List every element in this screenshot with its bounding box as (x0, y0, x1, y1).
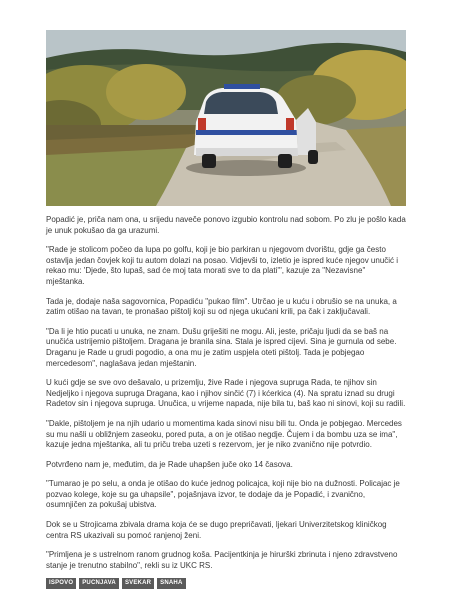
tag-ispovo[interactable]: ISPOVO (46, 578, 76, 589)
tag-snaha[interactable]: SNAHA (157, 578, 185, 589)
paragraph: "Dakle, pištoljem je na njih udario u momentima kada sinovi nisu bili tu. Onda je pobjegao. Mercedes su mu našli u obližnjem zaseoku, pored puta, a on je otišao negdje. Čujem i da bombu uza se ima", kazuje jedna mještanka, ali tu priču treba uzeti s rezervom, jer je niko zvanično nije potvrdio. (46, 418, 402, 450)
paragraph: "Tumarao je po selu, a onda je otišao do kuće jednog policajca, koji nije bio na dužnosti. Policajac je pozvao kolege, koje su ga uhapsile", pojašnjava izvor, te dodaje da je Popadić, i zvanično, osumnjičen za pokušaj ubistva. (46, 479, 400, 510)
paragraph: Popadić je, priča nam ona, u srijedu naveče ponovo izgubio kontrolu nad sobom. Po zlu je pošlo kada je unuk pokušao da ga urazumi. (46, 215, 406, 235)
paragraph: Tada je, dodaje naša sagovornica, Popadiću "pukao film". Utrčao je u kuću i obrušio se na unuka, a zatim otišao na tavan, te pronašao pištolj koji su od njega ukućani krili, pa čak i zaključavali. (46, 296, 397, 317)
paragraph: "Primljena je s ustrelnom ranom grudnog koša. Pacijentkinja je hirurški zbrinuta i njeno zdravstveno stanje je trenutno stabilno", rekli su iz UKC RS. (46, 550, 398, 570)
paragraph: "Rade je stolicom počeo da lupa po golfu, koji je bio parkiran u njegovom dvorištu, gdje ga često ostavlja jedan čovjek koji tu autom dolazi na posao. Vidjevši to, izletio je ispred kuće njegov unučić i rekao mu: 'Djede, što lupaš, sad će moj tata morati sve to da plati'", kazuje za "Nezavisne" mještanka. (46, 245, 399, 286)
tag-svekar[interactable]: SVEKAR (122, 578, 154, 589)
paragraph: Potvrđeno nam je, međutim, da je Rade uhapšen juče oko 14 časova. (46, 459, 293, 469)
paragraph: Dok se u Strojicama zbivala drama koja će se dugo prepričavati, ljekari Univerzitetskog kliničkog centra RS ukazivali su pomoć ranjenoj ženi. (46, 520, 387, 540)
police-car-photo (46, 30, 406, 206)
paragraph: "Da li je htio pucati u unuka, ne znam. Dušu griješiti ne mogu. Ali, jeste, pričaju ljudi da se baš na unučića ustrijemio pištoljem. Dragana je branila sina. Stala je ispred cijevi. Sina je gurnula od sebe. Draganu je Rade u grudi pogodio, a ona mu je zatim uspjela oteti pištolj. Tada je pobjegao mercedesom", naglašava jedan mještanin. (46, 326, 397, 368)
article-photo (46, 30, 406, 206)
tag-pucnjava[interactable]: PUCNJAVA (79, 578, 119, 589)
paragraph: U kući gdje se sve ovo dešavalo, u prizemlju, žive Rade i njegova supruga Rada, te njihov sin Nedjeljko i njegova supruga Dragana, kao i njihov sinčić (7) i kćerkica (4). Na spratu iznad su drugi Radetov sin i njegova supruga. Unučica, u vrijeme napada, nije bila tu, baš kao ni sinovi, koji su radili. (46, 378, 406, 409)
article (46, 30, 406, 580)
tag-list (46, 578, 186, 589)
article-body (46, 215, 406, 571)
